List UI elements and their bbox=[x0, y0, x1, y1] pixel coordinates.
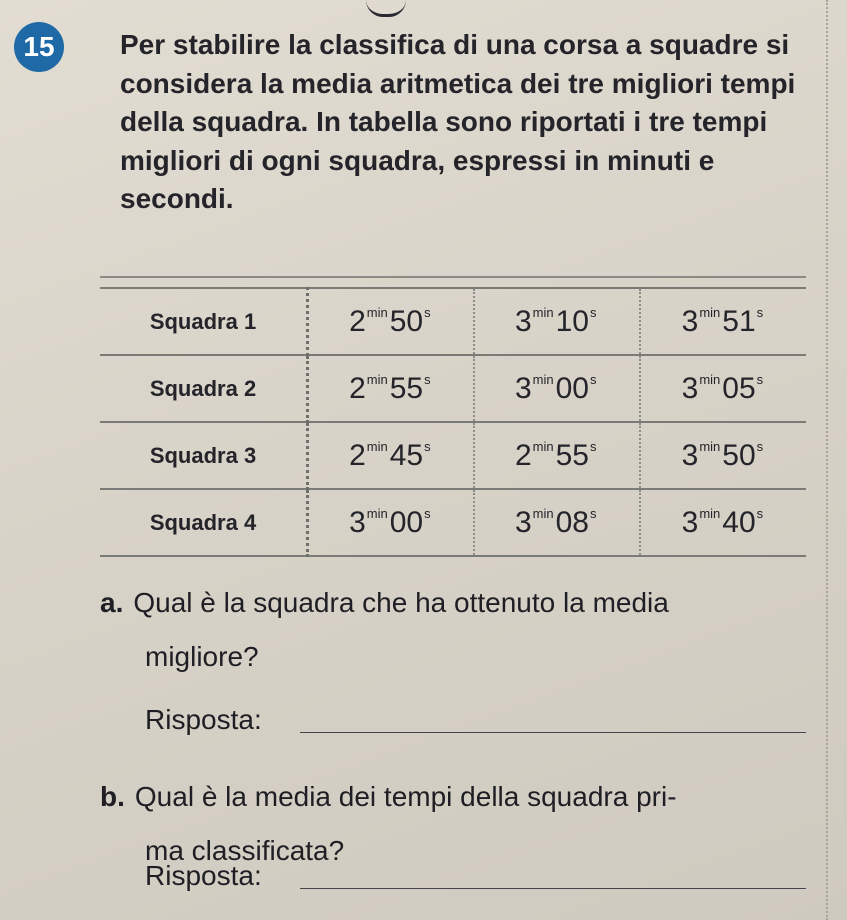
time-cell bbox=[474, 422, 640, 489]
team-name-cell: Squadra 2 bbox=[100, 355, 308, 422]
minutes-value: 3 bbox=[681, 505, 699, 539]
seconds-unit: s bbox=[589, 371, 597, 387]
minutes-value: 3 bbox=[681, 438, 699, 472]
minutes-unit: min bbox=[699, 438, 721, 454]
team-times-table bbox=[100, 287, 806, 557]
minutes-unit: min bbox=[532, 505, 554, 521]
question-a-line1: Qual è la squadra che ha ottenuto la media bbox=[133, 587, 669, 618]
question-a-letter: a. bbox=[100, 587, 124, 618]
minutes-unit: min bbox=[366, 371, 388, 387]
seconds-unit: s bbox=[756, 371, 764, 387]
time-cell bbox=[474, 288, 640, 355]
minutes-unit: min bbox=[366, 438, 388, 454]
minutes-value: 3 bbox=[514, 505, 532, 539]
seconds-value: 08 bbox=[555, 505, 589, 539]
time-cell bbox=[308, 288, 474, 355]
time-cell bbox=[640, 489, 806, 556]
time-cell bbox=[474, 355, 640, 422]
minutes-unit: min bbox=[532, 371, 554, 387]
seconds-value: 50 bbox=[389, 304, 424, 338]
seconds-value: 51 bbox=[722, 304, 756, 338]
answer-a-line[interactable] bbox=[300, 732, 806, 733]
minutes-value: 3 bbox=[681, 371, 699, 405]
time-cell bbox=[640, 355, 806, 422]
table-row bbox=[100, 489, 806, 556]
seconds-unit: s bbox=[756, 505, 764, 521]
seconds-unit: s bbox=[424, 505, 431, 521]
minutes-value: 3 bbox=[349, 505, 366, 539]
page-mark bbox=[366, 0, 406, 17]
question-b-line2: ma classificata? bbox=[145, 835, 345, 866]
minutes-value: 3 bbox=[681, 304, 699, 338]
minutes-unit: min bbox=[699, 505, 721, 521]
seconds-value: 50 bbox=[722, 438, 756, 472]
minutes-value: 3 bbox=[514, 304, 532, 338]
team-name-cell: Squadra 3 bbox=[100, 422, 308, 489]
seconds-value: 05 bbox=[722, 371, 756, 405]
team-name-cell: Squadra 1 bbox=[100, 288, 308, 355]
minutes-unit: min bbox=[532, 438, 554, 454]
table-row bbox=[100, 422, 806, 489]
seconds-unit: s bbox=[424, 438, 431, 454]
time-cell bbox=[308, 489, 474, 556]
seconds-unit: s bbox=[424, 304, 431, 320]
seconds-value: 55 bbox=[555, 438, 589, 472]
minutes-value: 3 bbox=[514, 371, 532, 405]
minutes-unit: min bbox=[532, 304, 554, 320]
minutes-value: 2 bbox=[349, 371, 366, 405]
minutes-value: 2 bbox=[349, 438, 366, 472]
minutes-value: 2 bbox=[349, 304, 366, 338]
time-cell bbox=[308, 355, 474, 422]
question-b-letter: b. bbox=[100, 781, 125, 812]
seconds-value: 00 bbox=[555, 371, 589, 405]
seconds-unit: s bbox=[589, 438, 597, 454]
time-cell bbox=[474, 489, 640, 556]
seconds-value: 45 bbox=[389, 438, 424, 472]
margin-dotted-line bbox=[826, 0, 828, 920]
time-cell bbox=[308, 422, 474, 489]
minutes-unit: min bbox=[366, 505, 388, 521]
question-b-line1: Qual è la media dei tempi della squadra pri- bbox=[134, 781, 677, 812]
minutes-unit: min bbox=[699, 371, 721, 387]
minutes-value: 2 bbox=[514, 438, 532, 472]
exercise-intro-text: Per stabilire la classifica di una corsa a squadre si considera la media aritmetica dei tre migliori tempi della squadra. In tabella sono riportati i tre tempi migliori di ogni squadra, espressi in minuti e secondi. bbox=[120, 29, 796, 214]
seconds-unit: s bbox=[589, 505, 597, 521]
table-row bbox=[100, 288, 806, 355]
seconds-value: 55 bbox=[389, 371, 424, 405]
seconds-unit: s bbox=[589, 304, 597, 320]
answer-b-line[interactable] bbox=[300, 888, 806, 889]
exercise-number-badge: 15 bbox=[14, 22, 64, 72]
question-a-line2: migliore? bbox=[145, 641, 259, 672]
time-cell bbox=[640, 288, 806, 355]
seconds-unit: s bbox=[424, 371, 431, 387]
seconds-value: 10 bbox=[555, 304, 589, 338]
table-top-rule bbox=[100, 276, 806, 278]
seconds-value: 40 bbox=[722, 505, 756, 539]
answer-a-label: Risposta: bbox=[145, 704, 262, 735]
time-cell bbox=[640, 422, 806, 489]
minutes-unit: min bbox=[366, 304, 388, 320]
team-name-cell: Squadra 4 bbox=[100, 489, 308, 556]
seconds-unit: s bbox=[756, 304, 764, 320]
seconds-unit: s bbox=[756, 438, 764, 454]
answer-b-label: Risposta: bbox=[145, 860, 262, 891]
question-a bbox=[100, 576, 820, 684]
seconds-value: 00 bbox=[389, 505, 424, 539]
minutes-unit: min bbox=[699, 304, 721, 320]
table-row bbox=[100, 355, 806, 422]
